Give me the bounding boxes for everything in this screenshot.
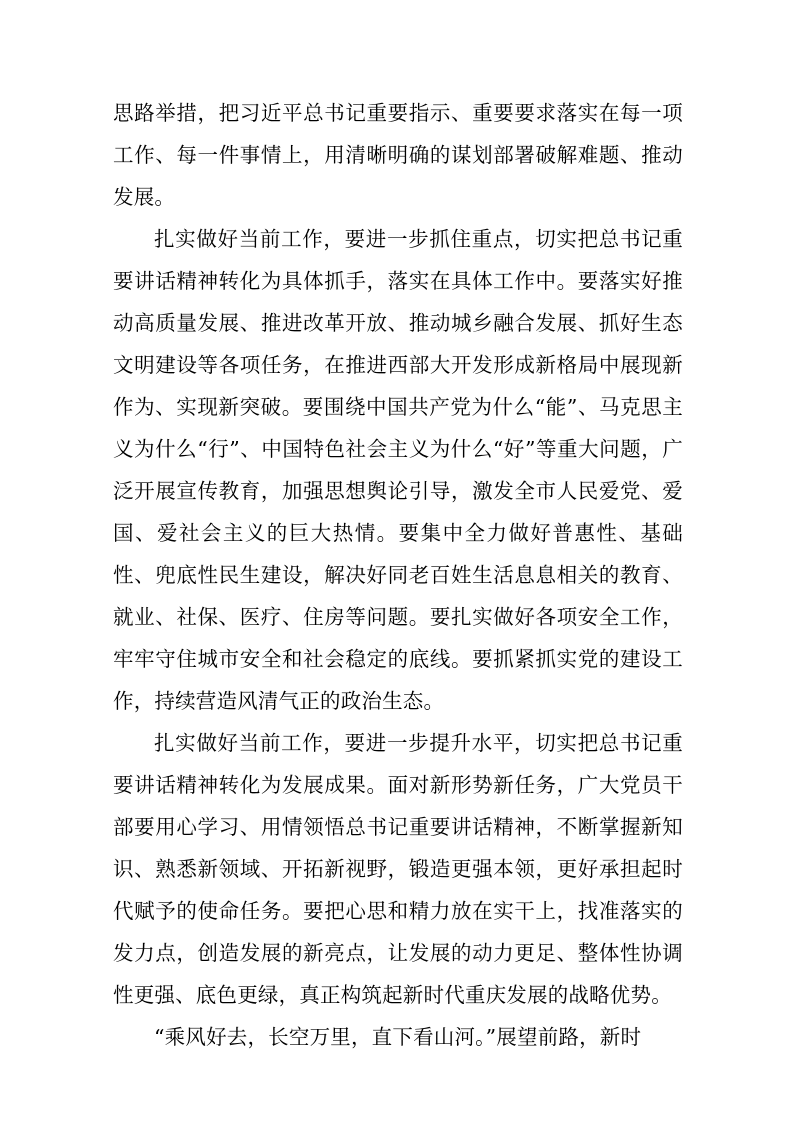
paragraph-4: “乘风好去，长空万里，直下看山河。”展望前路，新时 xyxy=(154,1025,642,1049)
paragraph-2: 扎实做好当前工作，要进一步抓住重点，切实把总书记重要讲话精神转化为具体抓手，落实在具体工作中。要落实好推动高质量发展、推进改革开放、推动城乡融合发展、抓好生态文明建设等各项任务，在推进西部大开发形成新格局中展现新作为、实现新突破。要围绕中国共产党为什么“能”、马克思主义为什么“行”、中国特色社会主义为什么“好”等重大问题，广泛开展宣传教育，加强思想舆论引导，激发全市人民爱党、爱国、爱社会主义的巨大热情。要集中全力做好普惠性、基础性、兜底性民生建设，解决好同老百姓生活息息相关的教育、就业、社保、医疗、住房等问题。要扎实做好各项安全工作，牢牢守住城市安全和社会稳定的底线。要抓紧抓实党的建设工作，持续营造风清气正的政治生态。 xyxy=(113,227,683,713)
paragraph-1: 思路举措，把习近平总书记重要指示、重要要求落实在每一项工作、每一件事情上，用清晰明确的谋划部署破解难题、推动发展。 xyxy=(113,101,683,209)
document-body xyxy=(113,92,683,1058)
paragraph-3: 扎实做好当前工作，要进一步提升水平，切实把总书记重要讲话精神转化为发展成果。面对新形势新任务，广大党员干部要用心学习、用情领悟总书记重要讲话精神，不断掌握新知识、熟悉新领域、开拓新视野，锻造更强本领，更好承担起时代赋予的使命任务。要把心思和精力放在实干上，找准落实的发力点，创造发展的新亮点，让发展的动力更足、整体性协调性更强、底色更绿，真正构筑起新时代重庆发展的战略优势。 xyxy=(113,731,683,1007)
